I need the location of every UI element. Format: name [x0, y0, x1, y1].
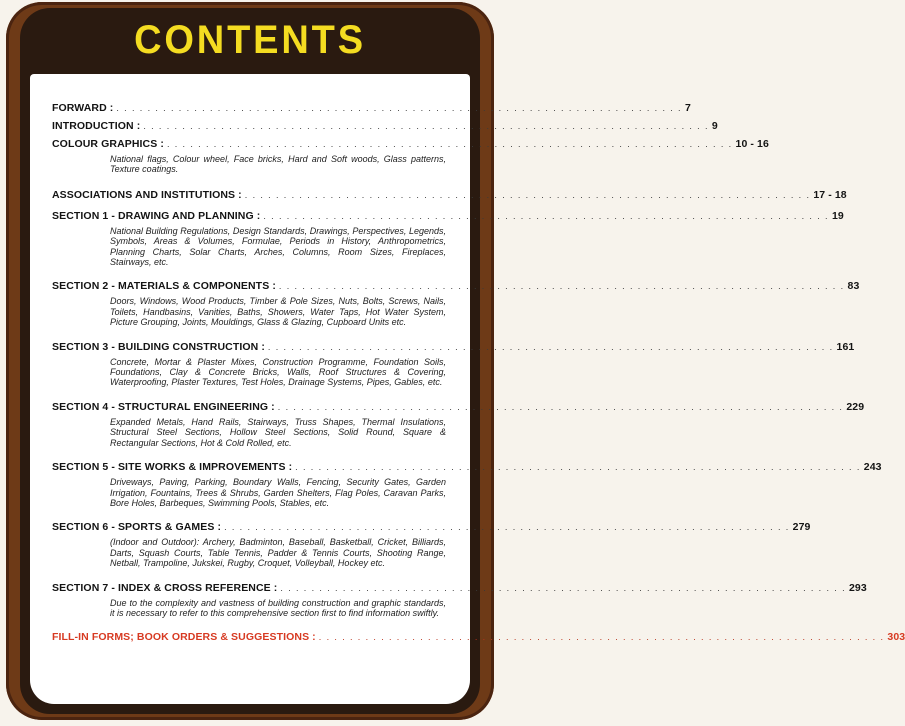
toc-page: 293 — [848, 581, 867, 594]
toc-label: INTRODUCTION : — [52, 120, 141, 132]
toc-label: COLOUR GRAPHICS : — [52, 138, 164, 150]
toc-list — [52, 102, 905, 644]
toc-label: SECTION 5 - SITE WORKS & IMPROVEMENTS : — [52, 461, 293, 474]
toc-entry-section-7 — [52, 581, 867, 619]
toc-page: 7 — [684, 102, 691, 114]
dot-leader: . . . . . . . . . . . . . . . . . . . . . . . . . . . . . . . . . . . . . . . . . . . . . . . . . . . . . . . . . . . . . . . . . . . . . . . . . — [267, 341, 834, 352]
toc-entry-section-2 — [52, 280, 860, 328]
toc-label: ASSOCIATIONS AND INSTITUTIONS : — [52, 188, 242, 201]
toc-page: 17 - 18 — [813, 188, 847, 201]
toc-entry-associations — [52, 188, 847, 201]
page-frame — [6, 2, 905, 720]
toc-entry-section-1 — [52, 209, 844, 268]
dot-leader: . . . . . . . . . . . . . . . . . . . . . . . . . . . . . . . . . . . . . . . . . . . . . . . . . . . . . . . . . . . . . . . . . . . . . . . . . — [224, 522, 790, 533]
toc-entry-section-5 — [52, 461, 882, 508]
toc-page: 10 - 16 — [735, 138, 769, 150]
toc-label: SECTION 6 - SPORTS & GAMES : — [52, 521, 222, 534]
toc-page: 9 — [711, 120, 718, 132]
toc-entry-colour-graphics — [52, 138, 769, 175]
toc-label: FORWARD : — [52, 102, 114, 114]
toc-label: SECTION 1 - DRAWING AND PLANNING : — [52, 209, 261, 222]
dot-leader: . . . . . . . . . . . . . . . . . . . . . . . . . . . . . . . . . . . . . . . . . . . . . . . . . . . . . . . . . . . . . . . . . . . . . . . . . — [166, 139, 733, 149]
dot-leader: . . . . . . . . . . . . . . . . . . . . . . . . . . . . . . . . . . . . . . . . . . . . . . . . . . . . . . . . . . . . . . . . . . . . . . . . . — [116, 103, 682, 113]
dot-leader: . . . . . . . . . . . . . . . . . . . . . . . . . . . . . . . . . . . . . . . . . . . . . . . . . . . . . . . . . . . . . . . . . . . . . . . . . — [318, 632, 885, 643]
dot-leader: . . . . . . . . . . . . . . . . . . . . . . . . . . . . . . . . . . . . . . . . . . . . . . . . . . . . . . . . . . . . . . . . . . . . . . . . . — [278, 281, 845, 292]
toc-description: National Building Regulations, Design Standards, Drawings, Perspectives, Legends, Symbols, Areas & Volumes, Formulae, Periods in History, Anthropometrics, Planning Charts, Solar Charts, Arches, Columns, Room Sizes, Fireplaces, Stairways, etc. — [110, 225, 446, 268]
toc-entry-fill-in-forms — [52, 631, 905, 644]
toc-description: (Indoor and Outdoor): Archery, Badminton, Baseball, Basketball, Cricket, Billiards, Darts, Squash Courts, Table Tennis, Padder & Tennis Courts, Shooting Range, Netball, Trampoline, Jukskei, Rugby, Croquet, Volleyball, Hockey etc. — [110, 537, 446, 569]
toc-entry-forward — [52, 102, 691, 114]
toc-entry-section-3 — [52, 340, 855, 388]
toc-label: SECTION 4 - STRUCTURAL ENGINEERING : — [52, 400, 275, 413]
toc-label: SECTION 7 - INDEX & CROSS REFERENCE : — [52, 581, 278, 594]
title-band — [20, 8, 480, 72]
dot-leader: . . . . . . . . . . . . . . . . . . . . . . . . . . . . . . . . . . . . . . . . . . . . . . . . . . . . . . . . . . . . . . . . . . . . . . . . . — [244, 189, 811, 200]
dot-leader: . . . . . . . . . . . . . . . . . . . . . . . . . . . . . . . . . . . . . . . . . . . . . . . . . . . . . . . . . . . . . . . . . . . . . . . . . — [295, 462, 861, 473]
toc-description: Driveways, Paving, Parking, Boundary Walls, Fencing, Security Gates, Garden Irrigation, Fountains, Trees & Shrubs, Garden Shelters, Flag Poles, Caravan Parks, Bore Holes, Barbeques, Swimming Pools, Stables, etc. — [110, 477, 446, 508]
toc-description: National flags, Colour wheel, Face bricks, Hard and Soft woods, Glass patterns, Texture coatings. — [110, 154, 446, 175]
toc-label: SECTION 2 - MATERIALS & COMPONENTS : — [52, 280, 276, 293]
toc-entry-section-6 — [52, 521, 811, 569]
toc-description: Concrete, Mortar & Plaster Mixes, Construction Programme, Foundation Soils, Foundations, Clay & Concrete Bricks, Walls, Roof Structures & Covering, Waterproofing, Plaster Textures, Test Holes, Drainage Systems, Pipes, Gables, etc. — [110, 356, 446, 388]
page-title: CONTENTS — [134, 17, 366, 62]
toc-entry-section-4 — [52, 400, 865, 448]
dot-leader: . . . . . . . . . . . . . . . . . . . . . . . . . . . . . . . . . . . . . . . . . . . . . . . . . . . . . . . . . . . . . . . . . . . . . . . . . — [263, 210, 829, 221]
toc-label: SECTION 3 - BUILDING CONSTRUCTION : — [52, 340, 265, 353]
toc-page: 303 — [887, 631, 905, 644]
toc-entry-introduction — [52, 120, 718, 132]
toc-description: Expanded Metals, Hand Rails, Stairways, Truss Shapes, Thermal Insulations, Structural Steel Sections, Hollow Steel Sections, Solid Round, Square & Rectangular Sections, Hot & Cold Rolled, etc. — [110, 416, 446, 448]
contents-panel — [30, 74, 905, 704]
toc-page: 243 — [863, 461, 882, 474]
toc-page: 19 — [831, 209, 844, 222]
toc-label: FILL-IN FORMS; BOOK ORDERS & SUGGESTIONS : — [52, 631, 316, 644]
dark-border — [20, 8, 905, 714]
dot-leader: . . . . . . . . . . . . . . . . . . . . . . . . . . . . . . . . . . . . . . . . . . . . . . . . . . . . . . . . . . . . . . . . . . . . . . . . . — [280, 582, 846, 593]
toc-page: 83 — [847, 280, 860, 293]
toc-description: Due to the complexity and vastness of building construction and graphic standards, it is necessary to refer to this comprehensive section first to find information swiftly. — [110, 597, 446, 618]
toc-description: Doors, Windows, Wood Products, Timber & Pole Sizes, Nuts, Bolts, Screws, Nails, Toilets, Handbasins, Vanities, Baths, Showers, Water Taps, Hot Water System, Picture Grouping, Joints, Mouldings, Glass & Glazing, Cupboard Units etc. — [110, 296, 446, 328]
dot-leader: . . . . . . . . . . . . . . . . . . . . . . . . . . . . . . . . . . . . . . . . . . . . . . . . . . . . . . . . . . . . . . . . . . . . . . . . . — [143, 121, 709, 131]
dot-leader: . . . . . . . . . . . . . . . . . . . . . . . . . . . . . . . . . . . . . . . . . . . . . . . . . . . . . . . . . . . . . . . . . . . . . . . . . — [277, 401, 844, 412]
toc-page: 229 — [846, 400, 865, 413]
toc-page: 161 — [836, 340, 855, 353]
toc-page: 279 — [792, 521, 811, 534]
